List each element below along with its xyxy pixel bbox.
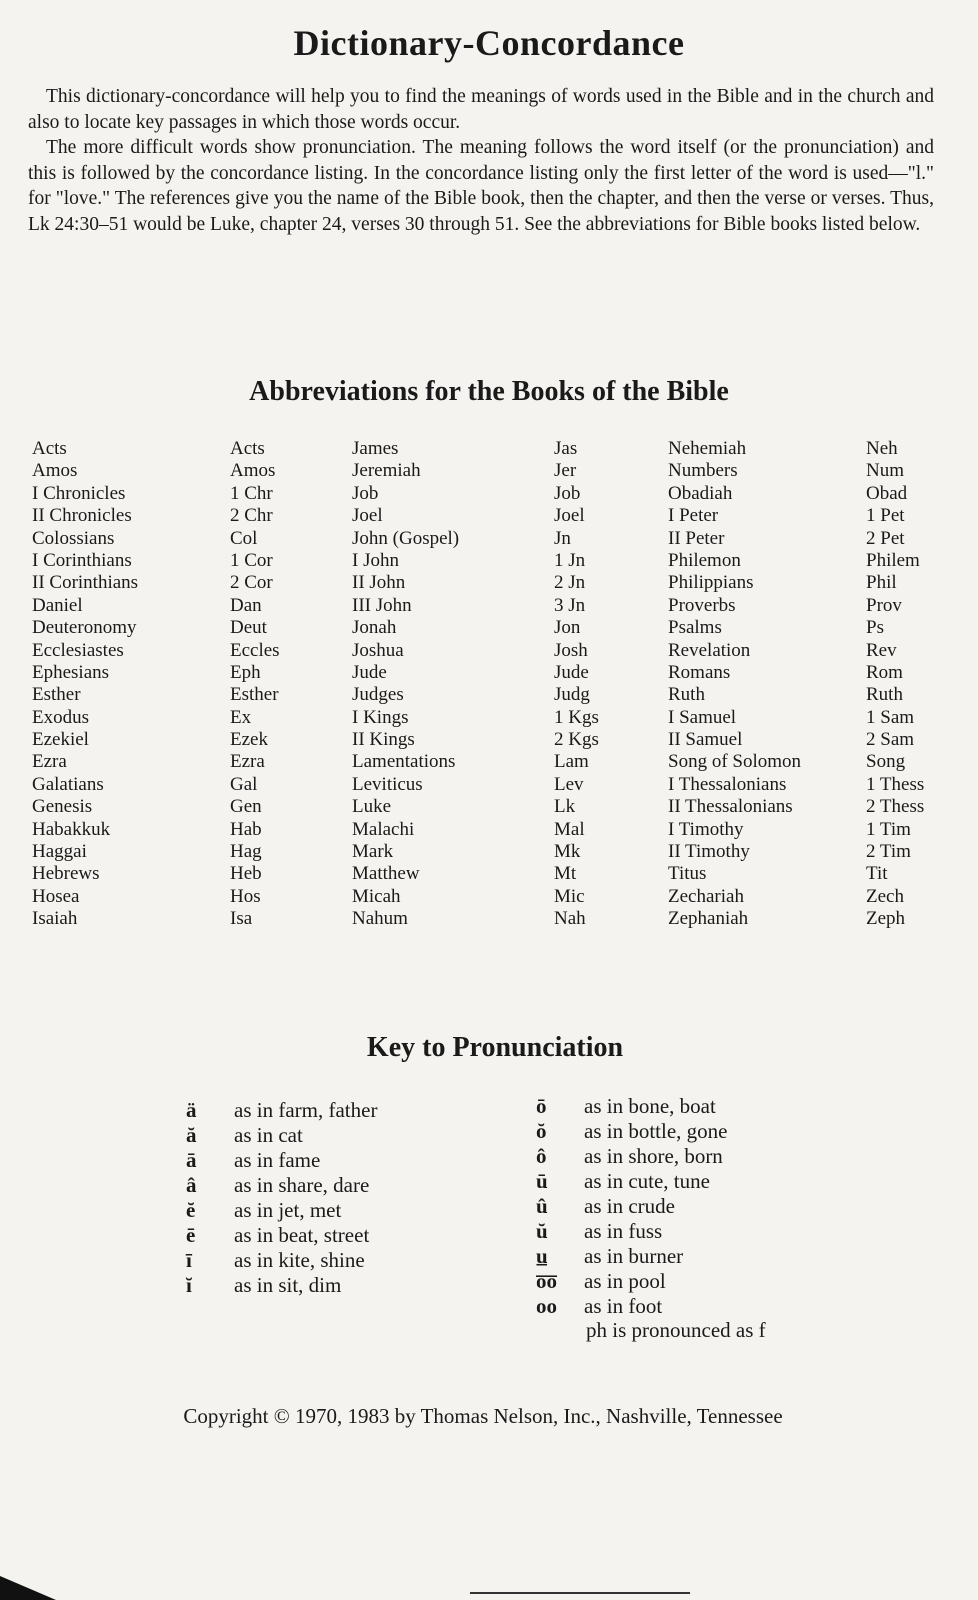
book-abbreviation: 3 Jn bbox=[554, 594, 586, 616]
book-abbreviation: 1 Tim bbox=[866, 818, 911, 840]
book-abbreviation: Esther bbox=[230, 684, 279, 706]
book-name: II Timothy bbox=[668, 841, 750, 863]
pronunciation-symbol: ă bbox=[186, 1123, 197, 1147]
book-abbreviation: Zech bbox=[866, 885, 904, 907]
book-name: I Thessalonians bbox=[668, 773, 787, 795]
book-name: Ruth bbox=[668, 684, 705, 706]
pronunciation-symbol: ĭ bbox=[186, 1273, 192, 1297]
book-abbreviation: 2 Chr bbox=[230, 505, 273, 527]
book-name: I John bbox=[352, 549, 399, 571]
book-abbreviation: 1 Chr bbox=[230, 482, 273, 504]
book-name: Obadiah bbox=[668, 482, 733, 504]
book-abbreviation: Zeph bbox=[866, 908, 906, 930]
book-name: Lamentations bbox=[352, 751, 456, 773]
book-abbreviation: Acts bbox=[230, 438, 265, 459]
pronunciation-row bbox=[536, 1219, 727, 1244]
book-abbreviation: Joel bbox=[554, 505, 585, 527]
book-abbreviation: Eccles bbox=[230, 639, 280, 661]
book-abbreviation: Col bbox=[230, 527, 258, 549]
book-abbreviation: Gen bbox=[230, 796, 262, 818]
intro-paragraph: The more difficult words show pronunciation. The meaning follows the word itself (or the pronunciation) and this is followed by the concordance listing. In the concordance listing only the first letter of the word is used—"l." for "love." The references give you the name of the Bible book, then the chapter, and then the verse or verses. Thus, Lk 24:30–51 would be Luke, chapter 24, verses 30 through 51. See the abbreviations for Bible books listed below. bbox=[28, 137, 934, 235]
pronunciation-example: as in beat, street bbox=[234, 1223, 370, 1247]
book-abbreviation: 1 Pet bbox=[866, 505, 905, 527]
pronunciation-example: as in share, dare bbox=[234, 1173, 370, 1197]
book-name: Habakkuk bbox=[32, 818, 111, 840]
book-name: Genesis bbox=[32, 796, 93, 818]
book-abbreviation: Dan bbox=[230, 594, 262, 616]
book-name: Ezekiel bbox=[32, 729, 89, 751]
book-abbreviation: Phil bbox=[866, 572, 897, 594]
book-name: Deuteronomy bbox=[32, 617, 137, 639]
pronunciation-example: as in bottle, gone bbox=[584, 1119, 728, 1143]
pronunciation-row bbox=[186, 1098, 377, 1123]
intro-text bbox=[28, 84, 934, 237]
book-name: II Chronicles bbox=[32, 505, 132, 527]
book-abbreviation: Mk bbox=[554, 841, 581, 863]
book-name: Song of Solomon bbox=[668, 751, 802, 773]
pronunciation-symbol: ä bbox=[186, 1098, 197, 1122]
book-abbreviation: Jon bbox=[554, 617, 581, 639]
page-corner-shadow bbox=[0, 1576, 56, 1600]
pronunciation-symbol: o̅o̅ bbox=[536, 1269, 557, 1293]
book-abbreviation: Gal bbox=[230, 773, 258, 795]
book-name: Joel bbox=[352, 505, 383, 527]
pronunciation-symbol: ô bbox=[536, 1144, 547, 1168]
book-abbreviation: Ezra bbox=[230, 751, 265, 773]
book-abbreviation: 1 Cor bbox=[230, 549, 273, 571]
book-abbreviation: 2 Jn bbox=[554, 572, 586, 594]
page-title: Dictionary-Concordance bbox=[293, 23, 685, 63]
pronunciation-symbol: ĕ bbox=[186, 1198, 196, 1222]
book-name: Judges bbox=[352, 684, 404, 706]
book-name: Jeremiah bbox=[352, 460, 421, 482]
pronunciation-row bbox=[536, 1169, 727, 1194]
book-abbreviation: Lk bbox=[554, 796, 576, 818]
book-name: II Samuel bbox=[668, 729, 743, 751]
book-name: Revelation bbox=[668, 639, 751, 661]
book-abbreviation: Hag bbox=[230, 841, 262, 863]
pronunciation-example: as in crude bbox=[584, 1194, 675, 1218]
book-name: II Kings bbox=[352, 729, 415, 751]
pronunciation-row bbox=[536, 1269, 727, 1294]
book-abbreviation: Job bbox=[554, 482, 581, 504]
pronunciation-symbol: ē bbox=[186, 1223, 196, 1247]
pronunciation-symbol: ŏ bbox=[536, 1119, 547, 1143]
pronunciation-example: as in sit, dim bbox=[234, 1273, 342, 1297]
book-name: Jonah bbox=[352, 617, 397, 639]
book-abbreviation: Ezek bbox=[230, 729, 268, 751]
book-name: Haggai bbox=[32, 841, 87, 863]
pronunciation-row bbox=[536, 1094, 727, 1119]
book-name: Acts bbox=[32, 438, 67, 459]
pronunciation-row bbox=[186, 1123, 377, 1148]
book-abbreviation: Rev bbox=[866, 639, 897, 661]
book-abbreviation: Prov bbox=[866, 594, 902, 616]
book-name: Daniel bbox=[32, 594, 83, 616]
book-name: Malachi bbox=[352, 818, 415, 840]
pronunciation-list-right bbox=[536, 1094, 727, 1319]
book-name: III John bbox=[352, 594, 412, 616]
book-name: I Peter bbox=[668, 505, 719, 527]
book-name: Hosea bbox=[32, 885, 80, 907]
book-abbreviation: Neh bbox=[866, 438, 898, 459]
book-name: Philippians bbox=[668, 572, 754, 594]
pronunciation-row bbox=[186, 1173, 377, 1198]
book-abbreviation: 1 Jn bbox=[554, 549, 586, 571]
pronunciation-row bbox=[536, 1119, 727, 1144]
pronunciation-example: as in jet, met bbox=[234, 1198, 342, 1222]
book-abbreviation: Ruth bbox=[866, 684, 903, 706]
book-abbreviation: Jude bbox=[554, 661, 589, 683]
book-abbreviation: Tit bbox=[866, 863, 888, 885]
book-abbreviation: Heb bbox=[230, 863, 262, 885]
pronunciation-symbol: oo bbox=[536, 1294, 557, 1318]
book-abbreviation: 1 Sam bbox=[866, 706, 915, 728]
book-name: Jude bbox=[352, 661, 387, 683]
book-name: Nehemiah bbox=[668, 438, 747, 459]
book-name: Numbers bbox=[668, 460, 738, 482]
book-name: Philemon bbox=[668, 549, 741, 571]
pronunciation-symbol: â bbox=[186, 1173, 197, 1197]
book-abbreviation: 2 Kgs bbox=[554, 729, 599, 751]
book-name: Exodus bbox=[32, 706, 89, 728]
book-name: Matthew bbox=[352, 863, 420, 885]
book-abbreviation-column bbox=[554, 438, 599, 931]
book-name: John (Gospel) bbox=[352, 527, 460, 549]
book-name: Proverbs bbox=[668, 594, 736, 616]
book-abbreviation: Song bbox=[866, 751, 906, 773]
book-abbreviation: 2 Cor bbox=[230, 572, 273, 594]
book-abbreviation: Mic bbox=[554, 885, 585, 907]
book-abbreviation: Judg bbox=[554, 684, 590, 706]
pronunciation-row bbox=[536, 1144, 727, 1169]
pronunciation-example: as in shore, born bbox=[584, 1144, 723, 1168]
pronunciation-example: as in pool bbox=[584, 1269, 666, 1293]
book-abbreviation: Nah bbox=[554, 908, 586, 930]
pronunciation-example: as in kite, shine bbox=[234, 1248, 365, 1272]
book-abbreviation: Num bbox=[866, 460, 904, 482]
book-name: Galatians bbox=[32, 773, 104, 795]
book-abbreviation: Josh bbox=[554, 639, 588, 661]
pronunciation-symbol: ū bbox=[536, 1169, 548, 1193]
pronunciation-symbol: u̲ bbox=[536, 1244, 548, 1268]
pronunciation-row bbox=[186, 1148, 377, 1173]
book-name: Hebrews bbox=[32, 863, 100, 885]
book-abbreviation: Lam bbox=[554, 751, 589, 773]
book-name: Joshua bbox=[352, 639, 404, 661]
book-name: Amos bbox=[32, 460, 78, 482]
pronunciation-example: as in fame bbox=[234, 1148, 321, 1172]
book-name: I Kings bbox=[352, 706, 409, 728]
book-name: Romans bbox=[668, 661, 731, 683]
pronunciation-example: as in fuss bbox=[584, 1219, 663, 1243]
pronunciation-row bbox=[186, 1248, 377, 1273]
book-name: II John bbox=[352, 572, 406, 594]
book-name: I Timothy bbox=[668, 818, 744, 840]
book-abbreviation: 2 Pet bbox=[866, 527, 905, 549]
book-abbreviation: Lev bbox=[554, 773, 584, 795]
book-name: I Chronicles bbox=[32, 482, 126, 504]
book-name: Colossians bbox=[32, 527, 115, 549]
book-abbreviation: Jas bbox=[554, 438, 578, 459]
book-abbreviation: Jn bbox=[554, 527, 571, 549]
pronunciation-symbol: ī bbox=[186, 1248, 192, 1272]
book-name-column bbox=[668, 438, 801, 931]
book-abbreviation: 2 Sam bbox=[866, 729, 915, 751]
pronunciation-row bbox=[536, 1244, 727, 1269]
book-name: Ephesians bbox=[32, 661, 110, 683]
abbreviations-heading: Abbreviations for the Books of the Bible bbox=[249, 376, 729, 407]
book-abbreviation: Ex bbox=[230, 706, 252, 728]
book-abbreviation: Eph bbox=[230, 661, 261, 683]
pronunciation-example: as in foot bbox=[584, 1294, 663, 1318]
pronunciation-example: as in cat bbox=[234, 1123, 303, 1147]
book-name: II Thessalonians bbox=[668, 796, 793, 818]
copyright-notice: Copyright © 1970, 1983 by Thomas Nelson, Inc., Nashville, Tennessee bbox=[183, 1404, 783, 1428]
book-abbreviation: 1 Kgs bbox=[554, 706, 599, 728]
book-abbreviation: Ps bbox=[866, 617, 884, 639]
book-name: Ecclesiastes bbox=[32, 639, 124, 661]
book-name: Psalms bbox=[668, 617, 722, 639]
pronunciation-example: as in burner bbox=[584, 1244, 684, 1268]
book-name: Isaiah bbox=[32, 908, 78, 930]
book-abbreviation: Rom bbox=[866, 661, 903, 683]
book-name: Zechariah bbox=[668, 885, 744, 907]
book-name: Ezra bbox=[32, 751, 67, 773]
pronunciation-list-left bbox=[186, 1098, 377, 1298]
book-abbreviation: Hab bbox=[230, 818, 262, 840]
book-name: Nahum bbox=[352, 908, 408, 930]
book-name: II Corinthians bbox=[32, 572, 139, 594]
book-abbreviation-column bbox=[230, 438, 280, 931]
book-name: Titus bbox=[668, 863, 707, 885]
pronunciation-example: as in farm, father bbox=[234, 1098, 378, 1122]
pronunciation-row bbox=[536, 1294, 727, 1319]
bottom-rule bbox=[470, 1592, 690, 1594]
book-name: Luke bbox=[352, 796, 392, 818]
book-name: Mark bbox=[352, 841, 394, 863]
pronunciation-symbol: û bbox=[536, 1194, 548, 1218]
pronunciation-row bbox=[536, 1194, 727, 1219]
book-abbreviation: 2 Tim bbox=[866, 841, 911, 863]
pronunciation-symbol: ŭ bbox=[536, 1219, 548, 1243]
book-name: I Samuel bbox=[668, 706, 737, 728]
book-name: Leviticus bbox=[352, 773, 423, 795]
book-abbreviation: Deut bbox=[230, 617, 267, 639]
book-abbreviation: Hos bbox=[230, 885, 261, 907]
book-name: II Peter bbox=[668, 527, 725, 549]
pronunciation-row bbox=[186, 1198, 377, 1223]
book-name: James bbox=[352, 438, 399, 459]
pronunciation-example: as in bone, boat bbox=[584, 1094, 716, 1118]
book-abbreviation: Philem bbox=[866, 549, 920, 571]
pronunciation-heading: Key to Pronunciation bbox=[366, 1032, 624, 1063]
pronunciation-example: as in cute, tune bbox=[584, 1169, 710, 1193]
book-abbreviation: Jer bbox=[554, 460, 577, 482]
pronunciation-note: ph is pronounced as f bbox=[586, 1318, 766, 1342]
book-name: Job bbox=[352, 482, 379, 504]
intro-paragraph: This dictionary-concordance will help you to find the meanings of words used in the Bible and in the church and also to locate key passages in which those words occur. bbox=[28, 86, 934, 133]
book-name: Esther bbox=[32, 684, 81, 706]
book-abbreviation: Mal bbox=[554, 818, 585, 840]
pronunciation-row bbox=[186, 1273, 377, 1298]
pronunciation-symbol: ō bbox=[536, 1094, 547, 1118]
book-name-column bbox=[352, 438, 459, 931]
book-abbreviation: Isa bbox=[230, 908, 253, 930]
book-abbreviation: Mt bbox=[554, 863, 577, 885]
book-abbreviation: Obad bbox=[866, 482, 908, 504]
pronunciation-symbol: ā bbox=[186, 1148, 197, 1172]
book-name: I Corinthians bbox=[32, 549, 132, 571]
book-abbreviation: Amos bbox=[230, 460, 276, 482]
book-abbreviation: 2 Thess bbox=[866, 796, 925, 818]
book-name: Micah bbox=[352, 885, 401, 907]
book-name-column bbox=[32, 438, 138, 931]
book-name: Zephaniah bbox=[668, 908, 749, 930]
book-abbreviation-column bbox=[866, 438, 924, 931]
pronunciation-row bbox=[186, 1223, 377, 1248]
book-abbreviation: 1 Thess bbox=[866, 773, 925, 795]
